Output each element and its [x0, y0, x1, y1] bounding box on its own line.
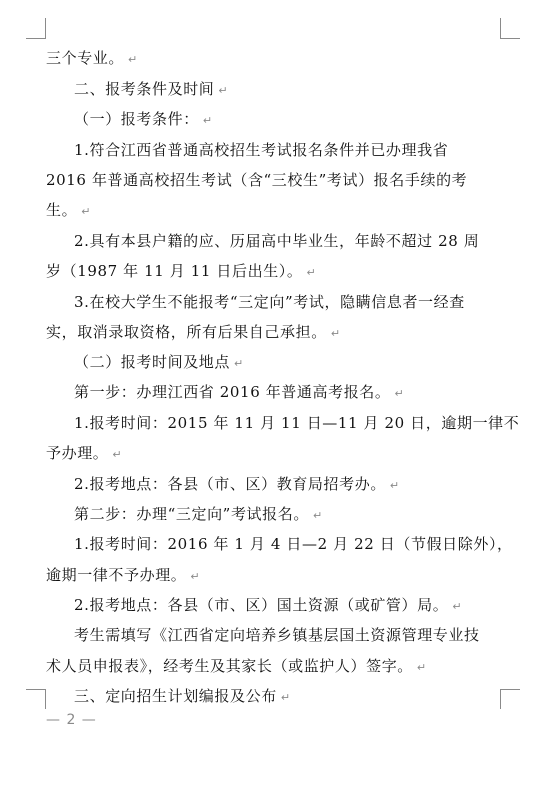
text-line: [46, 200, 90, 222]
paragraph-mark-icon: ↵: [128, 53, 138, 66]
text-line: [74, 292, 465, 312]
line-text: 考生需填写《江西省定向培养乡镇基层国土资源管理专业技: [74, 626, 480, 644]
text-line: [74, 625, 480, 645]
text-line: [46, 656, 426, 678]
paragraph-mark-icon: ↵: [452, 600, 462, 613]
paragraph-mark-icon: ↵: [202, 114, 213, 127]
paragraph-mark-icon: ↵: [280, 691, 291, 704]
subsection-heading: [74, 352, 243, 374]
corner-mark-bottom-left-v: [45, 689, 46, 709]
paragraph-mark-icon: ↵: [312, 509, 323, 522]
paragraph-mark-icon: ↵: [112, 448, 122, 461]
line-text: 第一步：办理江西省 2016 年普通高考报名。: [74, 383, 391, 401]
text-line: [74, 534, 513, 554]
text-line: [46, 443, 122, 465]
paragraph-mark-icon: ↵: [190, 570, 200, 583]
line-text: 2.具有本县户籍的应、历届高中毕业生，年龄不超过 28 周: [74, 232, 480, 250]
corner-mark-top-right-h: [500, 38, 520, 39]
line-text: 实，取消录取资格，所有后果自己承担。: [46, 323, 327, 341]
corner-mark-top-right-v: [500, 18, 501, 38]
corner-mark-bottom-right-h: [500, 689, 520, 690]
paragraph-mark-icon: ↵: [330, 327, 341, 340]
corner-mark-top-left-h: [26, 38, 46, 39]
line-text: 生。: [46, 201, 78, 219]
line-text: 三个专业。: [46, 49, 125, 67]
text-line: [74, 140, 448, 160]
paragraph-mark-icon: ↵: [306, 266, 316, 279]
corner-mark-top-left-v: [45, 18, 46, 38]
text-line: [74, 413, 519, 433]
line-text: 2.报考地点：各县（市、区）国土资源（或矿管）局。: [74, 596, 449, 614]
paragraph-mark-icon: ↵: [81, 205, 91, 218]
line-text: 予办理。: [46, 444, 109, 462]
line-text: 岁（1987 年 11 月 11 日后出生）。: [46, 262, 303, 280]
corner-mark-bottom-right-v: [500, 689, 501, 709]
line-text: 1.符合江西省普通高校招生考试报名条件并已办理我省: [74, 141, 449, 159]
paragraph-mark-icon: ↵: [416, 661, 427, 674]
line-text: （二）报考时间及地点: [74, 353, 231, 371]
paragraph-mark-icon: ↵: [394, 387, 404, 400]
text-line: [46, 261, 316, 283]
line-text: 二、报考条件及时间: [74, 80, 215, 98]
text-line: [74, 474, 399, 496]
line-text: 1.报考时间：2016 年 1 月 4 日—2 月 22 日（节假日除外），: [74, 535, 513, 553]
section-heading: [74, 686, 290, 708]
line-text: 逾期一律不予办理。: [46, 566, 187, 584]
subsection-heading: [74, 109, 212, 131]
paragraph-mark-icon: ↵: [218, 84, 228, 97]
page-number: — 2 —: [46, 712, 97, 728]
line-text: （一）报考条件：: [74, 110, 199, 128]
line-text: 3.在校大学生不能报考“三定向”考试，隐瞒信息者一经查: [74, 293, 465, 311]
corner-mark-bottom-left-h: [26, 689, 46, 690]
line-text: 第二步：办理“三定向”考试报名。: [74, 505, 309, 523]
paragraph-mark-icon: ↵: [389, 479, 400, 492]
line-text: 2016 年普通高校招生考试（含“三校生”考试）报名手续的考: [46, 171, 468, 189]
line-text: 1.报考时间：2015 年 11 月 11 日—11 月 20 日，逾期一律不: [74, 414, 520, 432]
text-line: [46, 322, 340, 344]
section-heading: [74, 79, 228, 101]
line-text: 2.报考地点：各县（市、区）教育局招考办。: [74, 475, 386, 493]
text-line: [74, 504, 322, 526]
text-line: [74, 595, 462, 617]
paragraph-mark-icon: ↵: [234, 357, 244, 370]
text-line: [74, 231, 479, 251]
text-line: [46, 48, 137, 70]
line-text: 术人员申报表》，经考生及其家长（或监护人）签字。: [46, 657, 413, 675]
text-line: [46, 170, 467, 190]
text-line: [74, 382, 404, 404]
line-text: 三、定向招生计划编报及公布: [74, 687, 277, 705]
text-line: [46, 565, 200, 587]
